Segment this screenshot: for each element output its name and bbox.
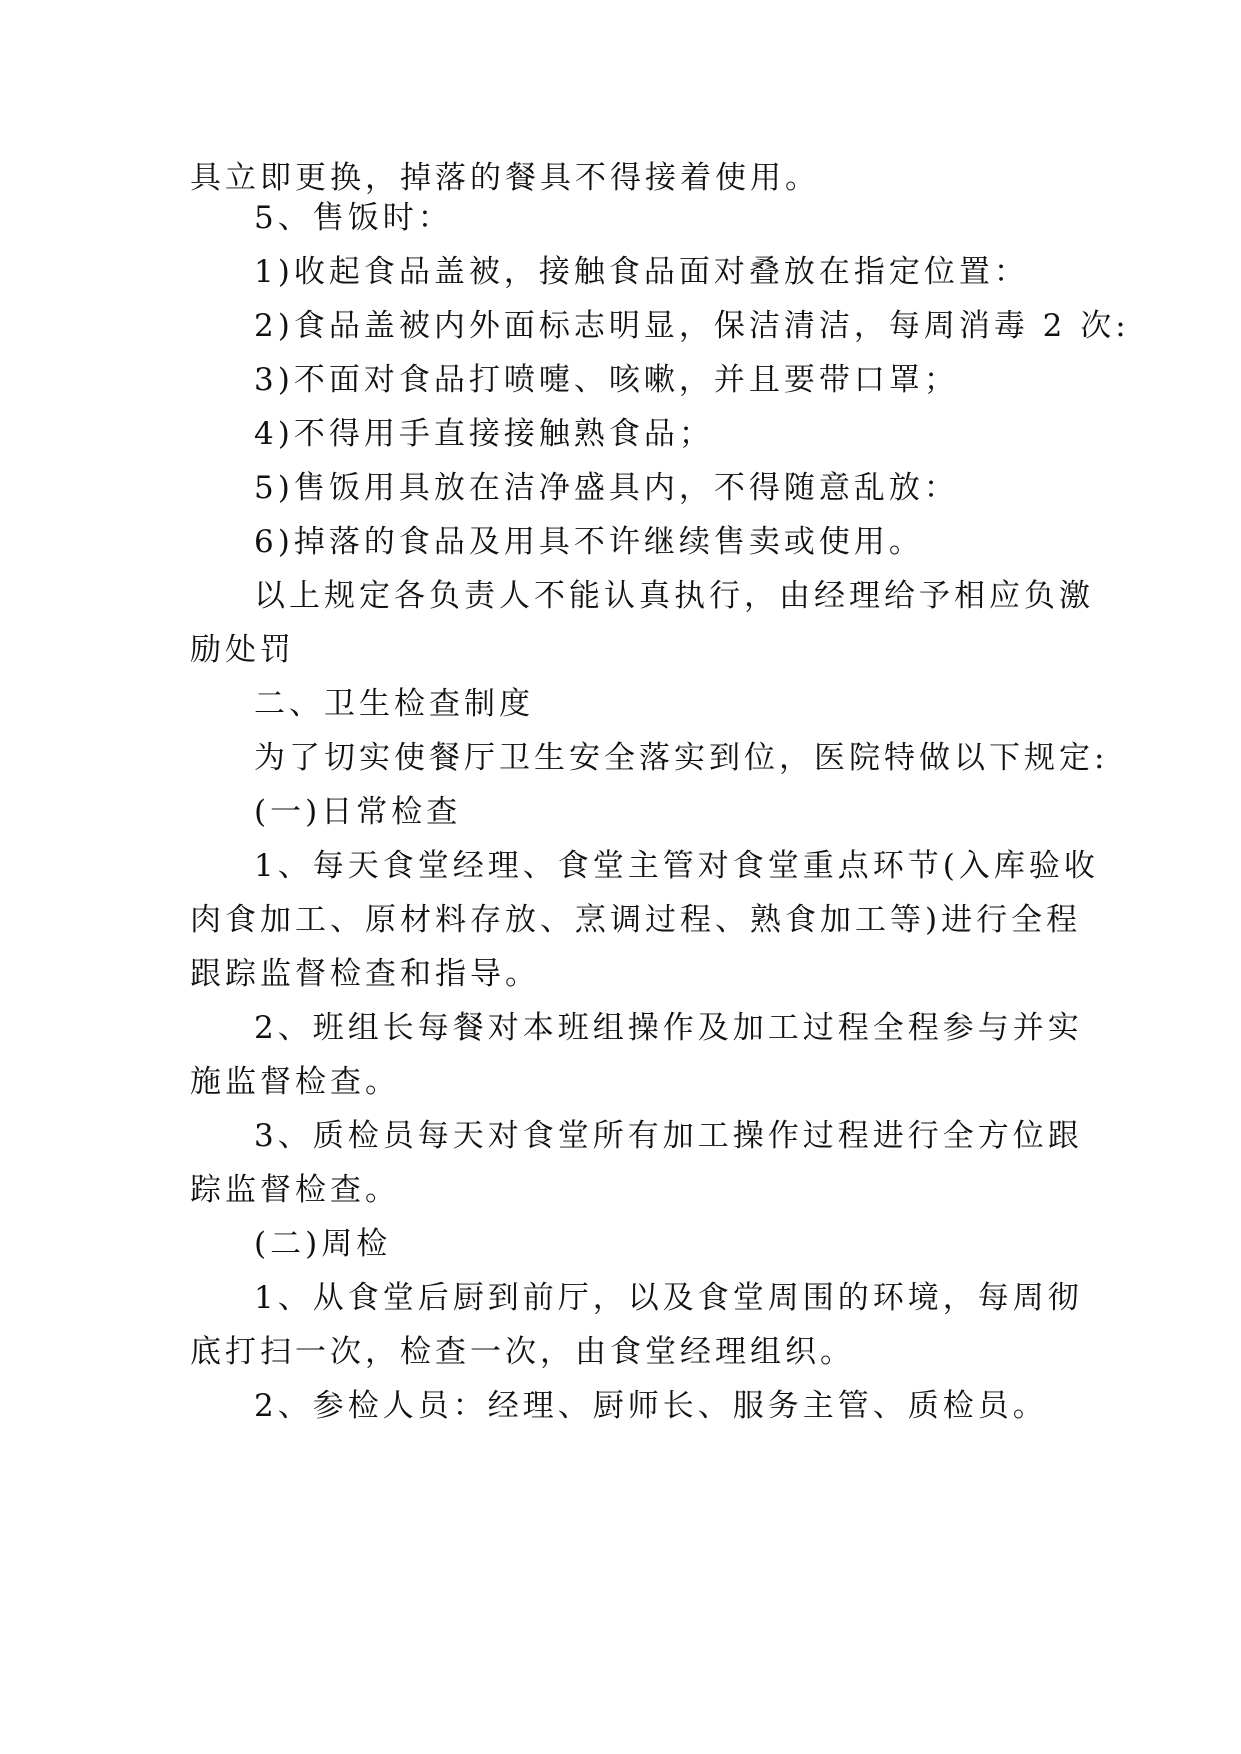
text-line: 2、参检人员：经理、厨师长、服务主管、质检员。 [254,1388,1048,1424]
text-line: 踪监督检查。 [190,1172,400,1208]
text-line: 跟踪监督检查和指导。 [190,956,540,992]
text-line: (一)日常检查 [254,794,462,830]
text-line: 励处罚 [190,632,295,668]
text-line: 5)售饭用具放在洁净盛具内，不得随意乱放： [254,470,959,506]
text-line: 具立即更换，掉落的餐具不得接着使用。 [190,160,820,196]
text-line: 1、从食堂后厨到前厅，以及食堂周围的环境，每周彻 [254,1280,1083,1316]
text-line: 以上规定各负责人不能认真执行，由经理给予相应负激 [254,578,1094,614]
text-line: 二、卫生检查制度 [254,686,534,722]
text-line: 施监督检查。 [190,1064,400,1100]
text-line: (二)周检 [254,1226,392,1262]
text-line: 3、质检员每天对食堂所有加工操作过程进行全方位跟 [254,1118,1083,1154]
text-line: 3)不面对食品打喷嚏、咳嗽，并且要带口罩； [254,362,959,398]
text-line: 1)收起食品盖被，接触食品面对叠放在指定位置： [254,254,1029,290]
text-line: 肉食加工、原材料存放、烹调过程、熟食加工等)进行全程 [190,902,1082,938]
text-line: 4)不得用手直接接触熟食品； [254,416,714,452]
text-line: 为了切实使餐厅卫生安全落实到位，医院特做以下规定: [254,740,1109,776]
text-line: 1、每天食堂经理、食堂主管对食堂重点环节(入库验收 [254,848,1099,884]
text-line: 底打扫一次，检查一次，由食堂经理组织。 [190,1334,855,1370]
text-line: 6)掉落的食品及用具不许继续售卖或使用。 [254,524,924,560]
text-line: 2)食品盖被内外面标志明显，保洁清洁，每周消毒 2 次: [254,308,1130,344]
text-line: 5、售饭时： [254,200,453,236]
text-line: 2、班组长每餐对本班组操作及加工过程全程参与并实 [254,1010,1083,1046]
